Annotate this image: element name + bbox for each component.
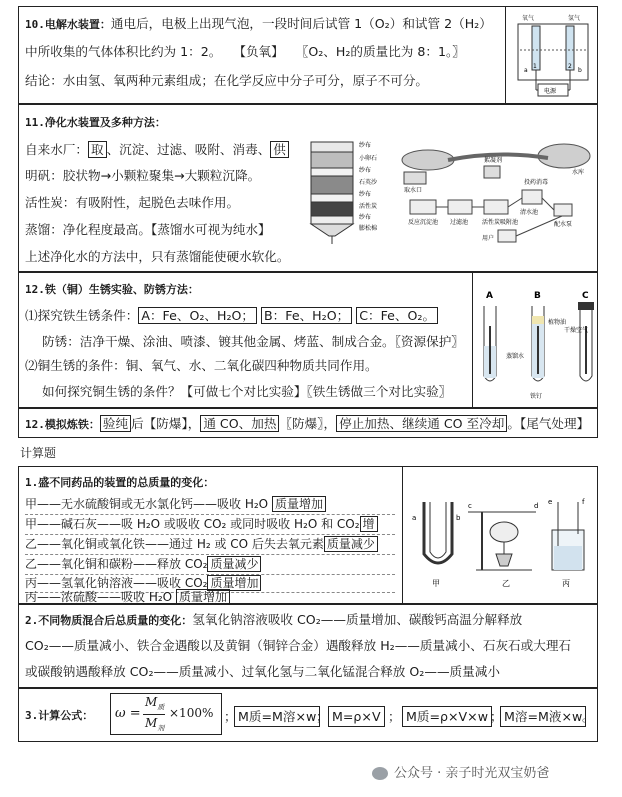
fig-label-f: f [582,498,585,506]
calc-2-line2: CO₂——质量减小、铁合金遇酸以及黄铜（铜锌合金）遇酸释放 H₂——质量减小、石灰石或大理石 [25,638,572,653]
filter-label-4: 石英沙 [359,179,378,186]
section-11-summary: 上述净化水的方法中，只有蒸馏能使硬水软化。 [25,249,290,264]
label-1: 1 [533,63,537,70]
calc-2-line1: 2.不同物质混合后总质量的变化：氢氧化钠溶液吸收 CO₂——质量增加、碳酸钙高温分解释放 [25,612,523,627]
fig-label-e: e [548,498,553,506]
calc-1-separator [25,534,395,535]
formula-separator: ； [224,709,237,724]
section-12-conditions: ⑴探究铁生锈条件： A：Fe、O₂、H₂O； B：Fe、H₂O； C：Fe、O₂。 [25,308,438,323]
calc-1-divider [402,466,403,604]
filter-label-5: 纱布 [359,191,372,198]
plant-label-disinfect: 投药消毒 [524,179,549,186]
formula-mass-ratio: M溶=M液×w [500,706,586,727]
label-dry-air: 干燥空气 [564,327,589,334]
filter-label-3: 纱布 [359,167,372,174]
fig-label-d: d [534,502,539,510]
section-11-distill: 蒸馏：净化程度最高。【蒸馏水可视为纯水】 [25,222,271,237]
label-power: 电源 [544,88,557,95]
formula-mass-fraction: ω = $M_质$ $M_剂$ ×100% [110,693,222,735]
calc-1-row: 丙——氢氧化钠溶液——吸收 CO₂ 质量增加 [25,576,261,590]
plant-label-intake: 取水口 [404,187,423,194]
calc-1-row: 乙——氧化铜或氧化铁——通过 H₂ 或 CO 后失去氧元素 质量减少 [25,537,378,551]
calc-1-separator [25,514,395,515]
filter-column-figure [305,138,395,246]
label-oil: 植物油 [548,319,567,326]
calc-1-row: 甲——碱石灰——吸 H₂O 或吸收 CO₂ 或同时吸收 H₂O 和 CO₂ 增 [25,517,378,531]
filter-label-8: 膨松棉 [359,225,378,232]
calc-1-row: 甲——无水硫酸铜或无水氯化钙——吸收 H₂O 质量增加 [25,497,326,511]
plant-label-carbon: 活性炭吸附池 [482,219,519,226]
plant-label-flocculant: 絮凝剂 [484,157,503,164]
tube-label-a: A [486,291,493,301]
plant-label-clearwater: 清水池 [520,209,539,216]
fig-label-jia: 甲 [432,579,440,588]
section-11-line1: 自来水厂： 取 、沉淀、过滤、吸附、消毒、 供 [25,142,289,157]
section-10-title: 10.电解水装置： [25,18,111,31]
fig-label-bing: 丙 [562,579,570,588]
label-b: b [578,67,582,74]
formula-end: 。 [582,709,595,724]
formula-solute-mass: M质=M溶×w [234,706,320,727]
filter-label-1: 纱布 [359,142,372,149]
absorption-apparatus-figure [406,492,596,590]
formula-separator: ； [316,709,329,724]
label-a: a [524,67,528,74]
fig-label-yi: 乙 [502,579,510,588]
formula-solution-mass: M质=ρ×V×w [402,706,492,727]
calc-2-line3: 或碳酸钠遇酸释放 CO₂——质量减小、过氧化氢与二氧化锰混合释放 O₂——质量减小 [25,664,500,679]
calc-1-title: 1.盛不同药品的装置的总质量的变化： [25,476,215,489]
plant-label-user: 用户 [482,235,495,242]
calc-1-row: 丙——浓硫酸——吸收 H₂O 质量增加 [25,590,230,604]
plant-label-reservoir: 水库 [572,169,585,176]
section-12-copper-question: 如何探究铜生锈的条件？【可做七个对比实验】〖铁生锈做三个对比实验〗 [42,384,452,399]
formula-separator: ； [388,709,401,724]
filter-label-6: 活性炭 [359,203,378,210]
calc-1-row: 乙——氧化铜和碳粉——释放 CO₂ 质量减少 [25,557,261,571]
section-10-conclusion: 结论：水由氢、氧两种元素组成；在化学反应中分子可分，原子不可分。 [25,73,428,88]
section-10-line1: 10.电解水装置：通电后，电极上出现气泡，一段时间后试管 1（O₂）和试管 2（H₂） [25,16,492,31]
fig-label-c: c [468,502,472,510]
fig-label-b: b [456,514,461,522]
water-plant-figure [398,130,594,248]
wechat-icon [372,767,388,780]
section-11-carbon: 活性炭：有吸附性，起脱色去味作用。 [25,195,240,210]
tube-label-b: B [534,291,541,301]
formula-density-mass: M=ρ×V [328,706,385,727]
plant-label-sediment: 反应沉淀池 [408,219,439,226]
section-12b-line: 12.模拟炼铁： 验纯 后【防爆】， 通 CO、加热 〖防爆〗， 停止加热、继续通 CO 至冷却 。【尾气处理】 [25,416,590,431]
section-12-divider [472,272,473,408]
fig-label-a: a [412,514,417,522]
section-11-title: 11.净化水装置及多种方法： [25,116,166,129]
electrolysis-apparatus-figure [510,10,596,100]
label-2: 2 [568,63,572,70]
filter-label-7: 纱布 [359,214,372,221]
watermark: 公众号 · 亲子时光双宝奶爸 [372,762,549,781]
section-label-calculation: 计算题 [20,446,57,460]
section-12-rust-prevention: 防锈：洁净干燥、涂油、喷漆、镀其他金属、烤蓝、制成合金。〖资源保护〗 [42,334,464,349]
label-distilled-water: 蒸馏水 [506,353,525,360]
section-11-alum: 明矾：胶状物→小颗粒聚集→大颗粒沉降。 [25,168,261,183]
formula-separator: ； [490,709,503,724]
rust-experiment-figure [476,286,596,404]
plant-label-filter: 过滤池 [450,219,469,226]
filter-label-2: 小卵石 [359,155,378,162]
calc-3-title: 3.计算公式： [25,709,94,722]
plant-label-pump: 配水泵 [554,221,573,228]
label-nail: 铁钉 [530,393,543,400]
section-10-line2: 中所收集的气体体积比约为 1：2。 【负氧】 〖O₂、H₂的质量比为 8：1。〗 [25,44,465,59]
label-oxygen: 氧气 [522,15,535,22]
section-12-title: 12.铁（铜）生锈实验、防锈方法： [25,283,199,296]
tube-label-c: C [582,291,589,301]
label-hydrogen: 氢气 [568,15,581,22]
section-10-divider [505,6,506,104]
calc-1-separator [25,554,395,555]
section-12-copper: ⑵铜生锈的条件：铜、氧气、水、二氧化碳四种物质共同作用。 [25,358,378,373]
